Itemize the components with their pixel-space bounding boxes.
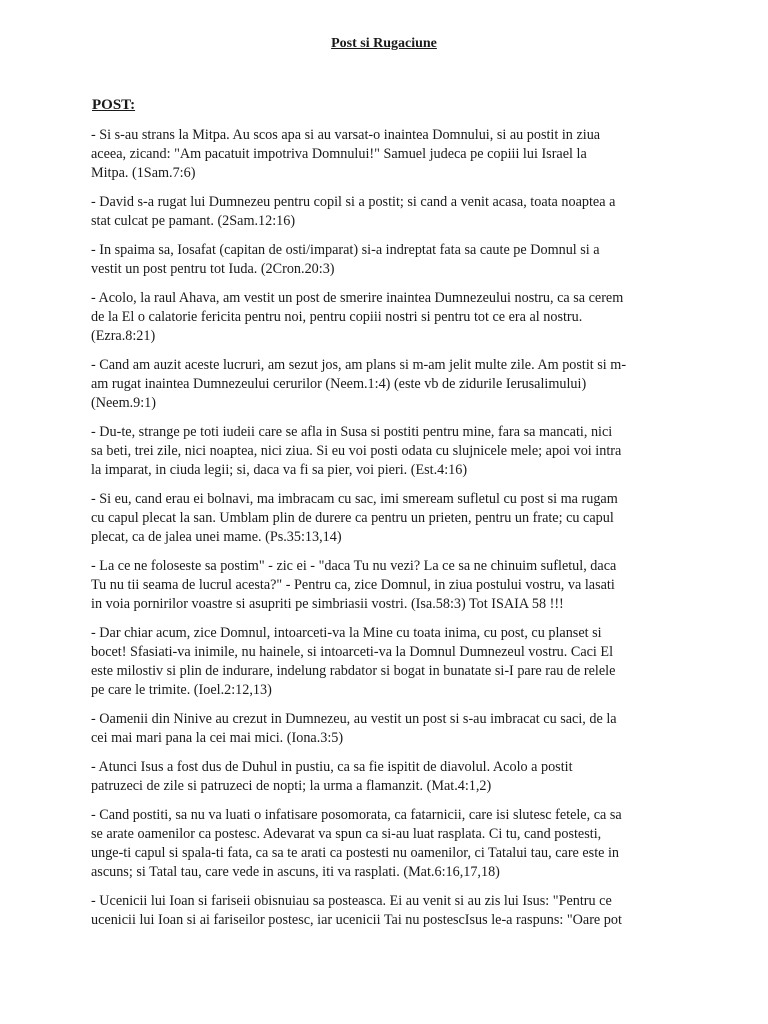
- verse-line: in voia pornirilor voastre si asupriti pe simbriasii vostri. (Isa.58:3) Tot ISAIA 58 !!!: [91, 596, 564, 612]
- verse-paragraph: [91, 490, 681, 547]
- verse-line: (Neem.9:1): [91, 395, 157, 411]
- verse-paragraph: [91, 806, 681, 882]
- verse-paragraph: [91, 624, 681, 700]
- verse-line: unge-ti capul si spala-ti fata, ca sa te arati ca postesti nu oamenilor, ci Tatalui tau, care este in: [91, 845, 620, 861]
- verse-line: - Atunci Isus a fost dus de Duhul in pustiu, ca sa fie ispitit de diavolul. Acolo a postit: [91, 759, 573, 775]
- verse-line: de la El o calatorie fericita pentru noi, pentru copiii nostri si pentru tot ce era al nostru.: [91, 309, 583, 325]
- verse-line: - Du-te, strange pe toti iudeii care se afla in Susa si postiti pentru mine, fara sa mancati, nici: [91, 424, 613, 440]
- verse-paragraph: [91, 710, 681, 748]
- verse-line: aceea, zicand: "Am pacatuit impotriva Domnului!" Samuel judeca pe copiii lui Israel la: [91, 146, 587, 162]
- document-title: Post si Rugaciune: [331, 36, 437, 51]
- verse-paragraph: [91, 758, 681, 796]
- verse-line: sa beti, trei zile, nici noaptea, nici ziua. Si eu voi posti odata cu slujnicele mele; apoi voi intra: [91, 443, 622, 459]
- verse-line: (Ezra.8:21): [91, 328, 156, 344]
- verse-line: - Si eu, cand erau ei bolnavi, ma imbracam cu sac, imi smeream sufletul cu post si ma rugam: [91, 491, 618, 507]
- verse-line: - Acolo, la raul Ahava, am vestit un post de smerire inaintea Dumnezeului nostru, ca sa cerem: [91, 290, 624, 306]
- verse-paragraph: [91, 557, 681, 614]
- verse-line: - Si s-au strans la Mitpa. Au scos apa si au varsat-o inaintea Domnului, si au postit in ziua: [91, 127, 601, 143]
- verse-line: plecat, ca de jalea unei mame. (Ps.35:13,14): [91, 529, 342, 545]
- verse-paragraph: [91, 356, 681, 413]
- verse-paragraph: [91, 193, 681, 231]
- verse-line: - Ucenicii lui Ioan si fariseii obisnuiau sa posteasca. Ei au venit si au zis lui Isus: "Pentru ce: [91, 893, 612, 909]
- document-body: [91, 126, 681, 940]
- verse-paragraph: [91, 241, 681, 279]
- verse-line: ucenicii lui Ioan si ai fariseilor postesc, iar ucenicii Tai nu postescIsus le-a raspuns: "Oare pot: [91, 912, 622, 928]
- verse-paragraph: [91, 289, 681, 346]
- verse-line: la imparat, in ciuda legii; si, daca va fi sa pier, voi pieri. (Est.4:16): [91, 462, 468, 478]
- verse-line: - Oamenii din Ninive au crezut in Dumnezeu, au vestit un post si s-au imbracat cu saci, de la: [91, 711, 617, 727]
- section-heading-post: POST:: [92, 97, 136, 113]
- verse-paragraph: [91, 423, 681, 480]
- verse-line: ascuns; si Tatal tau, care vede in ascuns, iti va rasplati. (Mat.6:16,17,18): [91, 864, 500, 880]
- verse-line: bocet! Sfasiati-va inimile, nu hainele, si intoarceti-va la Domnul Dumnezeul vostru. Caci El: [91, 644, 614, 660]
- verse-paragraph: [91, 126, 681, 183]
- verse-line: am rugat inaintea Dumnezeului cerurilor (Neem.1:4) (este vb de zidurile Ierusalimului): [91, 376, 587, 392]
- verse-line: - Dar chiar acum, zice Domnul, intoarceti-va la Mine cu toata inima, cu post, cu planset si: [91, 625, 602, 641]
- verse-line: - David s-a rugat lui Dumnezeu pentru copil si a postit; si cand a venit acasa, toata noaptea a: [91, 194, 616, 210]
- verse-line: - In spaima sa, Iosafat (capitan de osti/imparat) si-a indreptat fata sa caute pe Domnul si a: [91, 242, 600, 258]
- verse-line: cu capul plecat la san. Umblam plin de durere ca pentru un prieten, pentru un frate; cu capul: [91, 510, 614, 526]
- verse-line: Mitpa. (1Sam.7:6): [91, 165, 196, 181]
- verse-paragraph: [91, 892, 681, 930]
- verse-line: este milostiv si plin de indurare, indelung rabdator si bogat in bunatate si-I pare rau de relele: [91, 663, 616, 679]
- verse-line: cei mai mari pana la cei mai mici. (Iona.3:5): [91, 730, 344, 746]
- verse-line: stat culcat pe pamant. (2Sam.12:16): [91, 213, 296, 229]
- verse-line: patruzeci de zile si patruzeci de nopti; la urma a flamanzit. (Mat.4:1,2): [91, 778, 492, 794]
- verse-line: - La ce ne foloseste sa postim" - zic ei - "daca Tu nu vezi? La ce sa ne chinuim sufletul, daca: [91, 558, 617, 574]
- verse-line: vestit un post pentru tot Iuda. (2Cron.20:3): [91, 261, 335, 277]
- verse-line: se arate oamenilor ca postesc. Adevarat va spun ca si-au luat rasplata. Ci tu, cand postesti,: [91, 826, 602, 842]
- verse-line: - Cand postiti, sa nu va luati o infatisare posomorata, ca fatarnicii, care isi slutesc fetele, ca sa: [91, 807, 622, 823]
- verse-line: pe care le trimite. (Ioel.2:12,13): [91, 682, 272, 698]
- verse-line: Tu nu tii seama de lucrul acesta?" - Pentru ca, zice Domnul, in ziua postului vostru, va lasati: [91, 577, 615, 593]
- verse-line: - Cand am auzit aceste lucruri, am sezut jos, am plans si m-am jelit multe zile. Am postit si m-: [91, 357, 627, 373]
